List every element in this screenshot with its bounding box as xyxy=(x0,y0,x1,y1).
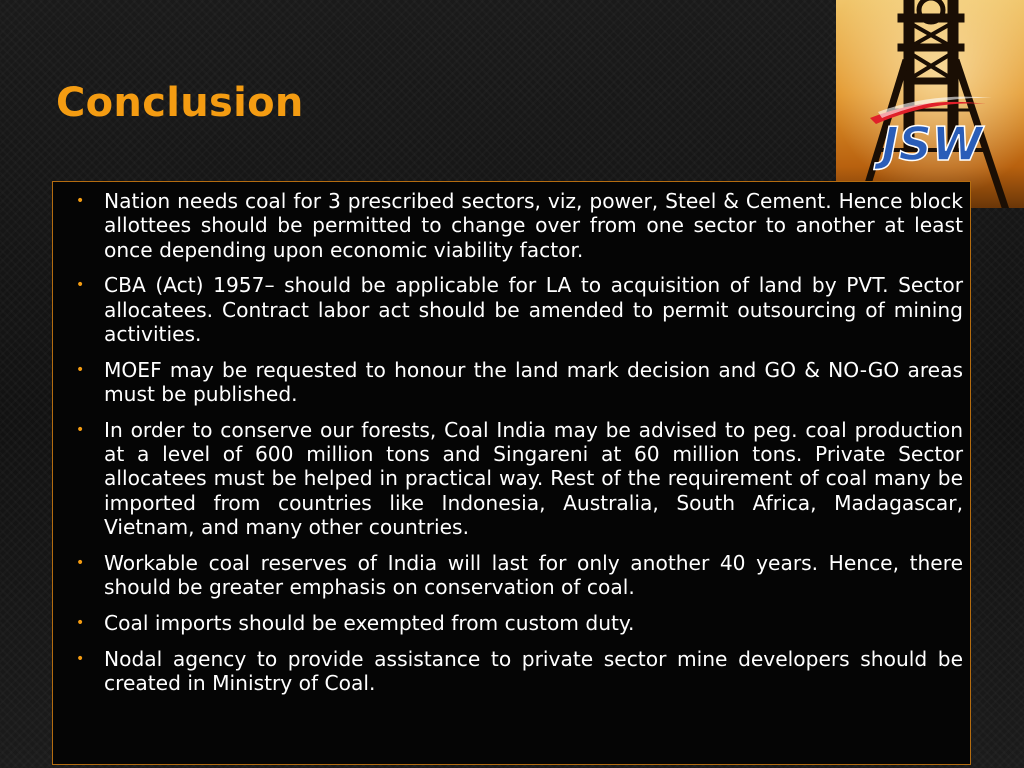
bullet-text: Workable coal reserves of India will last for only another 40 years. Hence, there should be greater emphasis on conservation of coal. xyxy=(104,550,963,600)
bullet-text: Coal imports should be exempted from custom duty. xyxy=(104,610,635,635)
conclusion-bullet-list xyxy=(71,189,963,707)
bullet-icon: • xyxy=(76,554,85,571)
bullet-item xyxy=(71,551,963,600)
jsw-logo-panel xyxy=(836,0,1024,208)
bullet-item xyxy=(71,189,963,262)
bullet-icon: • xyxy=(76,614,85,631)
bullet-icon: • xyxy=(76,193,85,209)
slide-title: Conclusion xyxy=(56,80,304,126)
bullet-icon: • xyxy=(76,421,85,438)
bullet-icon: • xyxy=(76,361,85,378)
bullet-icon: • xyxy=(76,277,85,294)
conclusion-content-box xyxy=(52,181,971,765)
mine-headframe-image xyxy=(836,0,1024,208)
bullet-text: Nation needs coal for 3 prescribed sectors, viz, power, Steel & Cement. Hence block allottees should be permitted to change over from one sector to another at least once depending upon economic viability factor. xyxy=(104,189,963,262)
bullet-text: Nodal agency to provide assistance to private sector mine developers should be created in Ministry of Coal. xyxy=(104,646,963,696)
bullet-text: CBA (Act) 1957– should be applicable for LA to acquisition of land by PVT. Sector allocatees. Contract labor act should be amended to permit outsourcing of mining activities. xyxy=(104,273,963,346)
bullet-item xyxy=(71,647,963,696)
bullet-item xyxy=(71,611,963,635)
jsw-logo-text: JSW xyxy=(881,117,983,171)
bullet-item xyxy=(71,358,963,407)
bullet-item xyxy=(71,418,963,539)
bullet-text: In order to conserve our forests, Coal India may be advised to peg. coal production at a level of 600 million tons and Singareni at 60 million tons. Private Sector allocatees must be helped in practical way. Rest of the requirement of coal many be imported from countries like Indonesia, Australia, South Africa, Madagascar, Vietnam, and many other countries. xyxy=(104,417,963,540)
bullet-text: MOEF may be requested to honour the land mark decision and GO & NO-GO areas must be published. xyxy=(104,357,963,407)
bullet-item xyxy=(71,273,963,346)
bullet-icon: • xyxy=(76,650,85,667)
